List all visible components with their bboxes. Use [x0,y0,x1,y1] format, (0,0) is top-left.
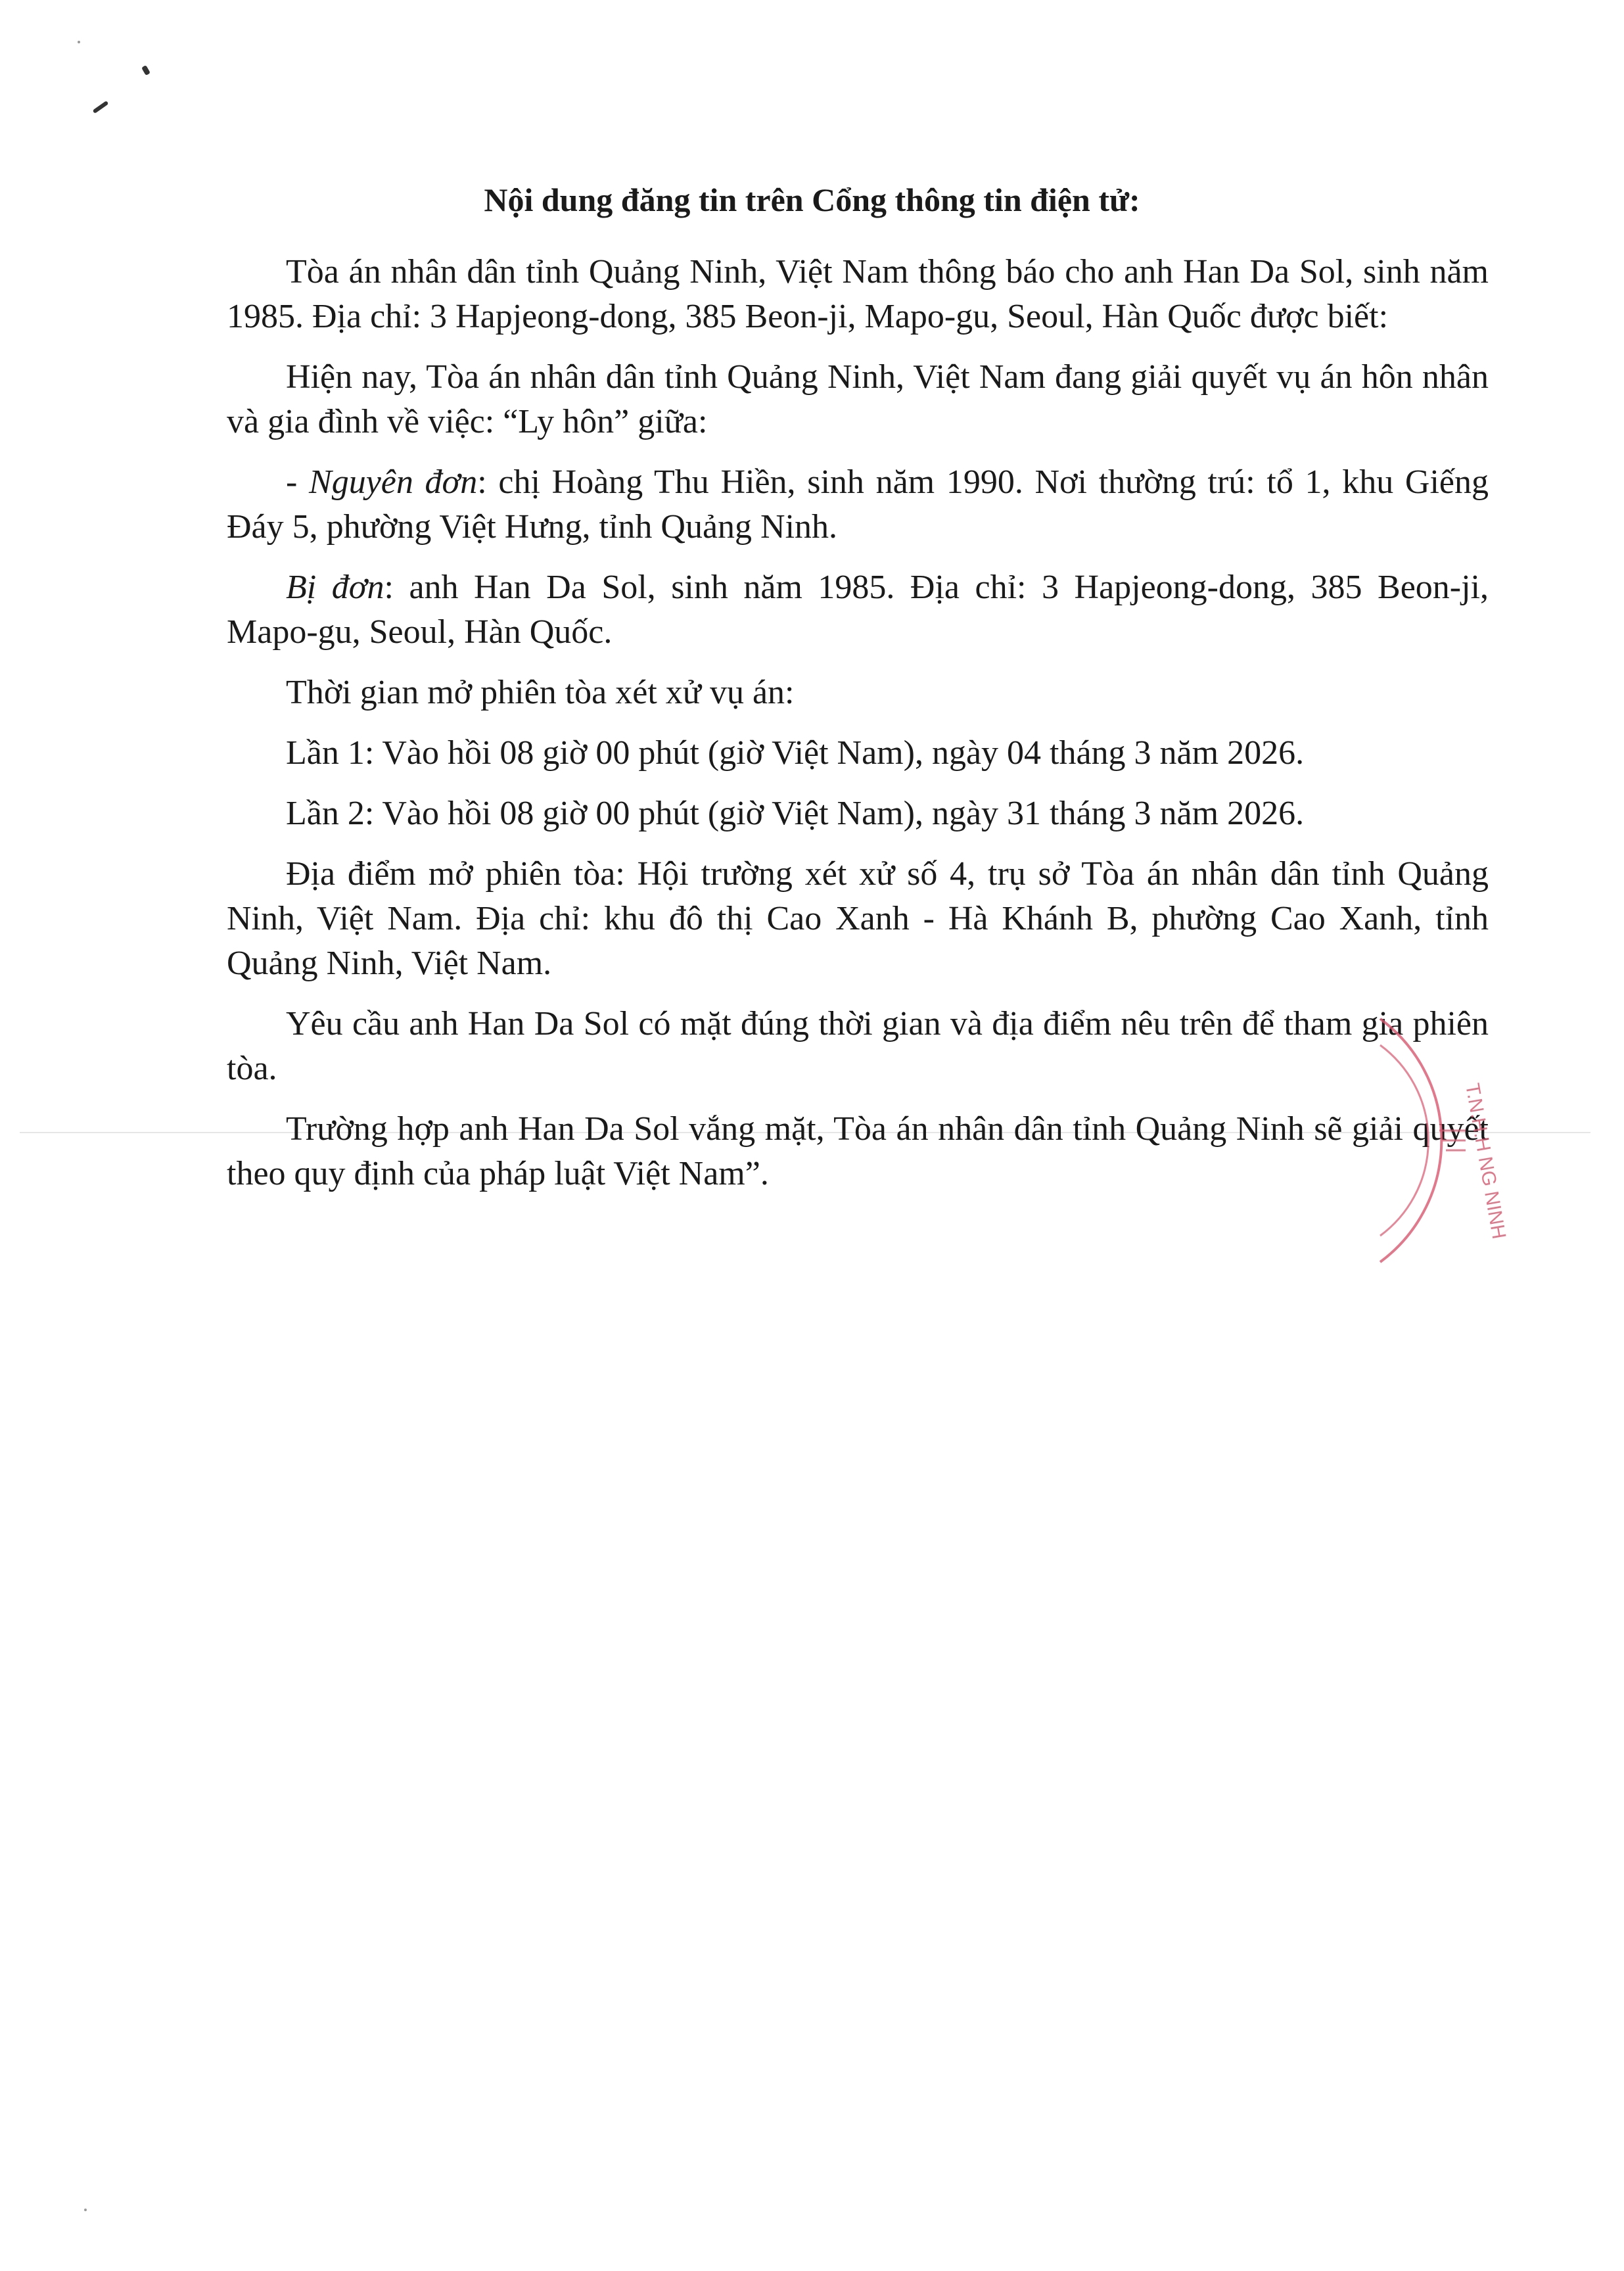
document-title: Nội dung đăng tin trên Cổng thông tin điện tử: [484,181,1140,218]
court-seal-stamp [1367,999,1538,1275]
case-paragraph: Hiện nay, Tòa án nhân dân tỉnh Quảng Ninh, Việt Nam đang giải quyết vụ án hôn nhân và gia đình về việc: “Ly hôn” giữa: [227,358,1489,440]
venue-paragraph: Địa điểm mở phiên tòa: Hội trường xét xử số 4, trụ sở Tòa án nhân dân tỉnh Quảng Ninh, Việt Nam. Địa chỉ: khu đô thị Cao Xanh - Hà Khánh B, phường Cao Xanh, tỉnh Quảng Ninh, Việt Nam. [227,855,1489,982]
scan-speck [93,101,109,114]
plaintiff-label: Nguyên đơn [309,463,478,501]
defendant-label: Bị đơn [286,569,384,606]
seal-star-icon [1439,1131,1466,1150]
document-body [227,250,1489,1212]
seal-text: T.N.H.H NG NINH [1461,1081,1510,1241]
schedule-heading: Thời gian mở phiên tòa xét xử vụ án: [286,674,795,711]
scan-speck [84,2209,87,2211]
scan-speck [141,65,151,76]
defendant-text: : anh Han Da Sol, sinh năm 1985. Địa chỉ: 3 Hapjeong-dong, 385 Beon-ji, Mapo-gu, Seoul, Hàn Quốc. [227,569,1489,651]
absence-paragraph: Trường hợp anh Han Da Sol vắng mặt, Tòa án nhân dân tỉnh Quảng Ninh sẽ giải quyết theo quy định của pháp luật Việt Nam”. [227,1110,1489,1192]
intro-paragraph: Tòa án nhân dân tỉnh Quảng Ninh, Việt Nam thông báo cho anh Han Da Sol, sinh năm 1985. Địa chỉ: 3 Hapjeong-dong, 385 Beon-ji, Mapo-gu, Seoul, Hàn Quốc được biết: [227,253,1489,335]
request-paragraph: Yêu cầu anh Han Da Sol có mặt đúng thời gian và địa điểm nêu trên để tham gia phiên tòa. [227,1005,1489,1087]
session-1: Lần 1: Vào hồi 08 giờ 00 phút (giờ Việt Nam), ngày 04 tháng 3 năm 2026. [286,734,1305,772]
plaintiff-text: : chị Hoàng Thu Hiền, sinh năm 1990. Nơi thường trú: tổ 1, khu Giếng Đáy 5, phường Việt Hưng, tỉnh Quảng Ninh. [227,463,1489,546]
defendant-paragraph [227,565,1489,655]
seal-inner-ring [1380,1045,1428,1236]
scan-speck [78,41,80,43]
session-2: Lần 2: Vào hồi 08 giờ 00 phút (giờ Việt Nam), ngày 31 tháng 3 năm 2026. [286,795,1305,832]
seal-outer-ring [1380,1019,1441,1262]
plaintiff-prefix: - [286,463,310,501]
plaintiff-paragraph [227,460,1489,550]
